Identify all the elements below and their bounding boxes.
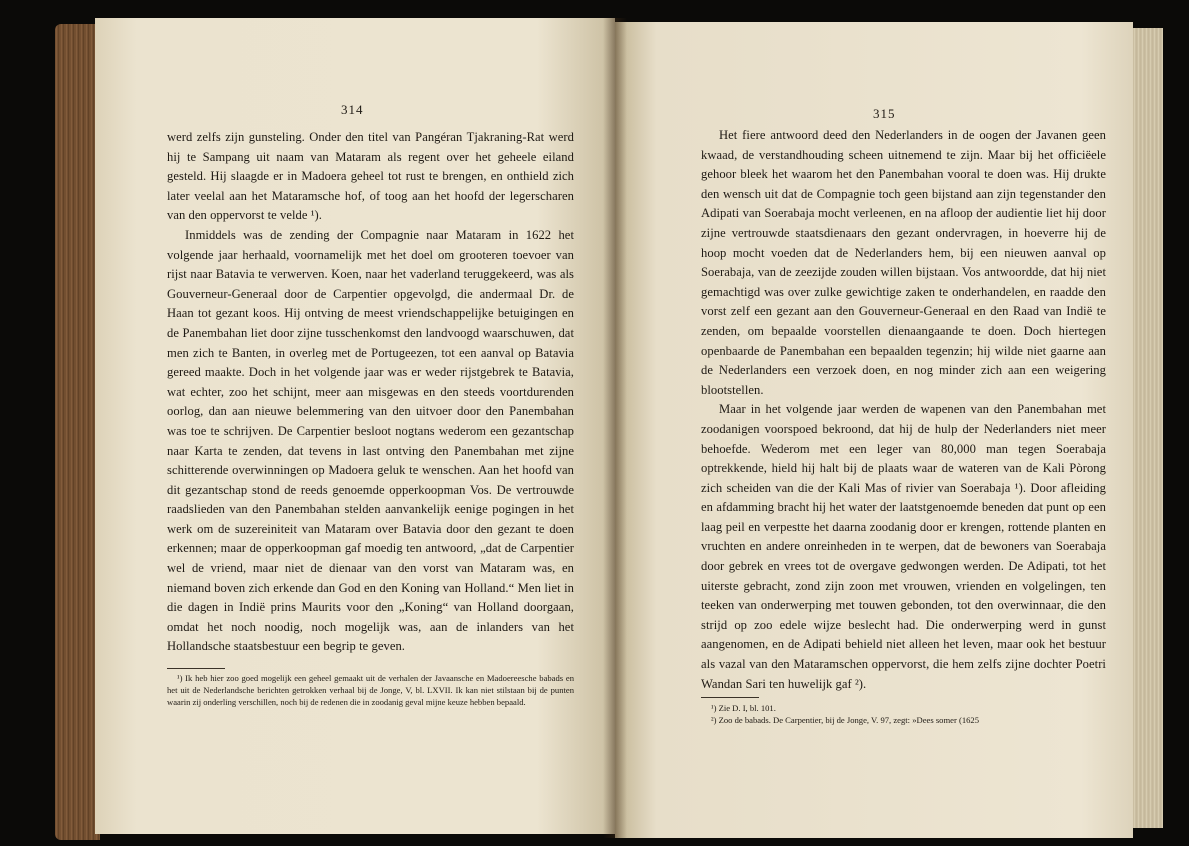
footnote-divider [701, 697, 759, 698]
footnote: ¹) Ik heb hier zoo goed mogelijk een geheel gemaakt uit de verhalen der Javaansche en Madoereesche babads en het uit de Nederlandsche berichten getrokken verhaal bij de Jonge, V, bl. LXVII. Ik kan niet stilstaan bij de punten waarin zij onderling verschillen, noch bij de redenen die in zoodanig geval mijne keuze hebben bepaald. [167, 673, 574, 707]
page-number: 314 [341, 102, 364, 117]
page-number: 315 [873, 106, 896, 121]
body-text [167, 128, 574, 657]
footnote: ²) Zoo de babads. De Carpentier, bij de Jonge, V. 97, zegt: »Dees somer (1625 [711, 715, 980, 725]
left-page-edges [55, 24, 100, 840]
body-text [701, 126, 1106, 694]
footnotes [167, 672, 574, 708]
open-book [55, 18, 1163, 840]
footnotes [701, 702, 1106, 726]
footnote-divider [167, 668, 225, 669]
left-page [95, 18, 615, 834]
paragraph: werd zelfs zijn gunsteling. Onder den titel van Pangéran Tjakraning-Rat werd hij te Sampang uit naam van Mataram als regent over het geheele eiland gesteld. Hij slaagde er in Madoera geheel tot rust te brengen, en onthield zich later veelal aan het Mataramsche hof, of toog aan het hoofd der legerscharen van den oppervorst te velde ¹). [167, 130, 574, 223]
right-page-edges [1133, 28, 1163, 828]
paragraph: Inmiddels was de zending der Compagnie naar Mataram in 1622 het volgende jaar herhaald, voornamelijk met het doel om grooteren toevoer van rijst naar Batavia te verwerven. Koen, naar het vaderland teruggekeerd, was als Gouverneur-Generaal door de Carpentier opgevolgd, die andermaal Dr. de Haan tot gezant koos. Hij ontving de meest vriendschappelijke betuigingen en de Panembahan liet door zijne tusschenkomst den landvoogd waarschuwen, dat men zich te Banten, in overleg met de Portugeezen, tot een aanval op Batavia gereed maakte. Doch in het volgende jaar was er weder rijstgebrek te Batavia, wat echter, zoo het schijnt, meer aan misgewas en den steeds voortdurenden oorlog, dan aan nieuwe belemmering van den uitvoer door den Panembahan was toe te schrijven. De Carpentier besloot nogtans wederom een gezantschap naar Karta te zenden, dat tevens in last ontving den Panembahan met zijne schitterende overwinningen op Madoera geluk te wenschen. Aan het hoofd van dit gezantschap stond de reeds genoemde opperkoopman Vos. De vertrouwde raadslieden van den Panembahan stelden aanvankelijk eenige pogingen in het werk om de suzereiniteit van Mataram over Batavia door den gezant te doen erkennen; maar de opperkoopman gaf moedig ten antwoord, „dat de Carpentier wel de vriend, maar niet de dienaar van den vorst van Mataram was, en niemand boven zich erkende dan God en den Koning van Holland.“ Men liet in die dagen in Indië prins Maurits voor den „Koning“ van Holland doorgaan, omdat het noch noodig, noch mogelijk was, aan de inlanders van het Hollandsche staatsbestuur een begrip te geven. [167, 227, 574, 654]
right-page [615, 22, 1133, 838]
paragraph: Het fiere antwoord deed den Nederlanders in de oogen der Javanen geen kwaad, de verstandhouding scheen uitnemend te zijn. Maar bij het officiëele gehoor bleek het waarom het den Panembahan vooral te doen was. Hij drukte den wensch uit dat de Compagnie toch geen bijstand aan zijn tegenstander den Adipati van Soerabaja mocht verleenen, en na afloop der audientie liet hij door zijne vertrouwde staatsdienaars den gezant ondervragen, in hoeverre hij de hoop mocht voeden dat de Nederlanders hem, bij een nieuwen aanval op Soerabaja, van de zeezijde zouden willen bijstaan. Vos antwoordde, dat hij niet gemachtigd was over zulke gewichtige zaken te onderhandelen, en raadde den vorst zelf een gezant aan den Gouverneur-Generaal en den Raad van Indië te zenden, om bepaalde voorstellen dienaangaande te doen. Doch hiertegen openbaarde de Panembahan een bepaalden tegenzin; hij wilde niet gaarne aan de Nederlanders een verzoek doen, en nog minder zich aan een weigering blootstellen. [701, 128, 1106, 397]
footnote: ¹) Zie D. I, bl. 101. [711, 703, 776, 713]
paragraph: Maar in het volgende jaar werden de wapenen van den Panembahan met zoodanigen voorspoed bekroond, dat hij de hulp der Nederlanders niet meer behoefde. Wederom met een leger van 80,000 man tegen Soerabaja optrekkende, hield hij halt bij de plaats waar de wateren van de Kali Pòrong zich scheiden van die der Kali Mas of rivier van Soerabaja ¹). Door afleiding en afdamming bracht hij het water der laatstgenoemde beneden dat punt op een laag peil en verpestte het daarna zoodanig door er krengen, rottende planten en vruchten en andere onreinheden in te werpen, dat de bewoners van Soerabaja door gebrek en vrees tot de overgave gedwongen werden. De Adipati, tot het uiterste gebracht, zond zijn zoon met vrouwen, vrienden en volgelingen, ten teeken van onderwerping met touwen gebonden, tot den overwinnaar, die den strijd op zoo edele wijze beslecht had. Die onderwerping werd in gunst aangenomen, en de Adipati behield niet alleen het leven, maar ook het bestuur als vazal van den Mataramschen oppervorst, die hem zelfs zijne dochter Poetri Wandan Sari ten huwelijk gaf ²). [701, 402, 1106, 691]
